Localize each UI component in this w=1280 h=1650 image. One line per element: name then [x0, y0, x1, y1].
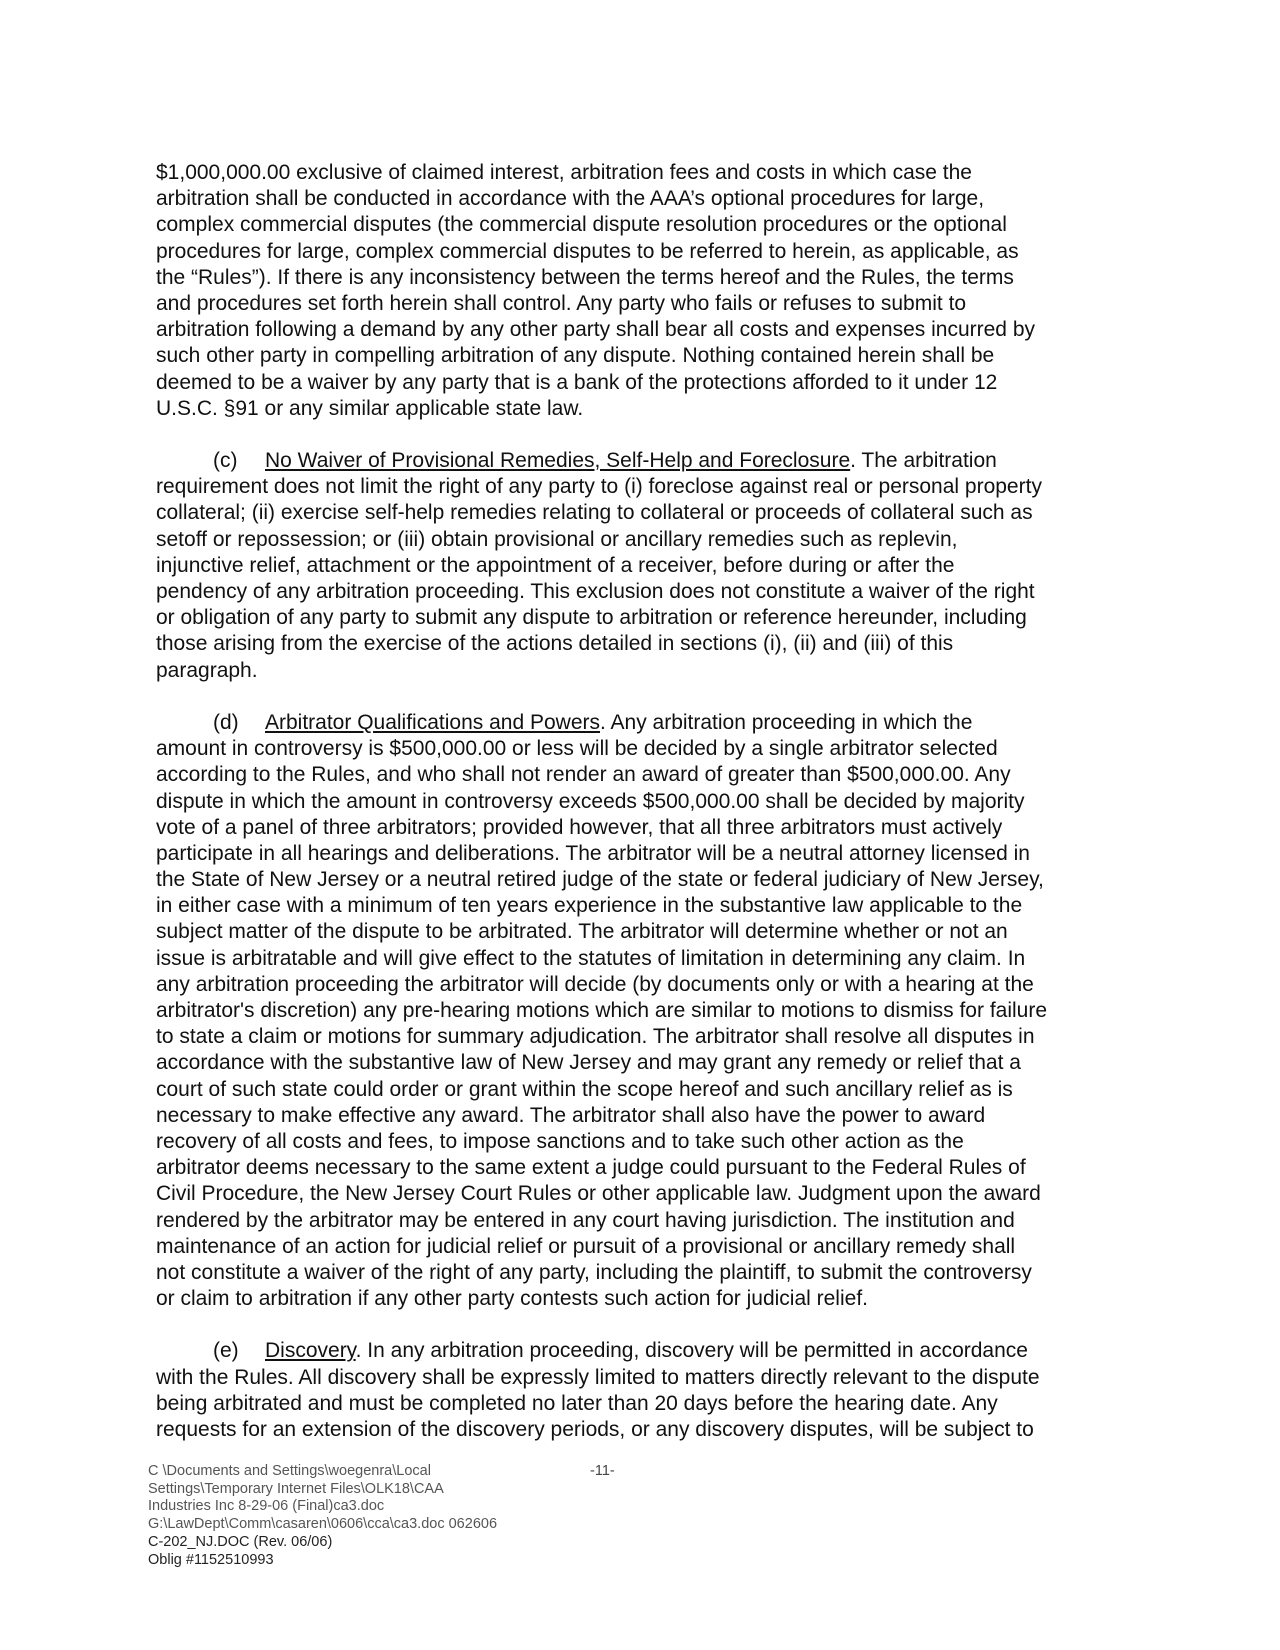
text-line: those arising from the exercise of the actions detailed in sections (i), (ii) and (iii) of this: [156, 632, 954, 656]
text-line: or claim to arbitration if any other party contests such action for judicial relief.: [156, 1287, 868, 1311]
text-line: injunctive relief, attachment or the appointment of a receiver, before during or after the: [156, 553, 955, 577]
paragraph-c: [156, 448, 1116, 684]
page-number: -11-: [590, 1463, 615, 1479]
paragraph-heading-line: [156, 1338, 1116, 1364]
document-body: [156, 160, 1116, 1443]
document-footer: [148, 1463, 497, 1569]
paragraph-heading-line: [156, 710, 1116, 736]
text-line: complex commercial disputes (the commercial dispute resolution procedures or the optional: [156, 213, 1007, 237]
paragraph-e: [156, 1338, 1116, 1443]
text-line: collateral; (ii) exercise self-help remedies relating to collateral or proceeds of collateral such as: [156, 501, 1033, 525]
section-heading: Discovery: [265, 1339, 356, 1363]
text-line: being arbitrated and must be completed no later than 20 days before the hearing date. Any: [156, 1391, 998, 1415]
footer-path-line: G:\LawDept\Comm\casaren\0606\cca\ca3.doc 062606: [148, 1516, 498, 1533]
paragraph-heading-line: [156, 448, 1116, 474]
text-line: with the Rules. All discovery shall be expressly limited to matters directly relevant to the dispute: [156, 1365, 1040, 1389]
text-line: setoff or repossession; or (iii) obtain provisional or ancillary remedies such as replevin,: [156, 527, 958, 551]
footer-path-line: C \Documents and Settings\woegenra\Local: [148, 1463, 431, 1479]
text-line: maintenance of an action for judicial relief or pursuit of a provisional or ancillary remedy shall: [156, 1234, 1016, 1258]
text-line: such other party in compelling arbitration of any dispute. Nothing contained herein shall be: [156, 344, 995, 368]
text-line: recovery of all costs and fees, to impose sanctions and to take such other action as the: [156, 1129, 964, 1153]
text-line: any arbitration proceeding the arbitrator will decide (by documents only or with a hearing at the: [156, 972, 1034, 996]
section-label: (c): [213, 449, 238, 473]
text-line: and procedures set forth herein shall control. Any party who fails or refuses to submit to: [156, 291, 967, 315]
text-line: necessary to make effective any award. The arbitrator shall also have the power to award: [156, 1103, 986, 1127]
text-line: to state a claim or motions for summary adjudication. The arbitrator shall resolve all disputes in: [156, 1025, 1035, 1049]
text-line: in either case with a minimum of ten years experience in the substantive law applicable to the: [156, 894, 1023, 918]
text-line: arbitration following a demand by any other party shall bear all costs and expenses incurred by: [156, 318, 1035, 342]
text-line: participate in all hearings and deliberations. The arbitrator will be a neutral attorney licensed in: [156, 841, 1030, 865]
footer-path-line: Industries Inc 8-29-06 (Final)ca3.doc: [148, 1498, 385, 1515]
text-line: pendency of any arbitration proceeding. This exclusion does not constitute a waiver of the right: [156, 580, 1035, 603]
text-line: requests for an extension of the discovery periods, or any discovery disputes, will be subject to: [156, 1418, 1034, 1441]
footer-form-number: C-202_NJ.DOC (Rev. 06/06): [148, 1533, 333, 1550]
text-line: rendered by the arbitrator may be entered in any court having jurisdiction. The institution and: [156, 1208, 1015, 1232]
text-line: amount in controversy is $500,000.00 or less will be decided by a single arbitrator selected: [156, 737, 998, 761]
paragraph-b-cont: [156, 160, 1116, 422]
section-heading: No Waiver of Provisional Remedies, Self-Help and Foreclosure: [265, 449, 851, 473]
text-line: $1,000,000.00 exclusive of claimed interest, arbitration fees and costs in which case the: [156, 161, 972, 184]
text-line: Civil Procedure, the New Jersey Court Rules or other applicable law. Judgment upon the award: [156, 1182, 1041, 1206]
section-heading: Arbitrator Qualifications and Powers: [265, 710, 600, 734]
text-line: the “Rules”). If there is any inconsistency between the terms hereof and the Rules, the terms: [156, 265, 1014, 289]
heading-line-text: . In any arbitration proceeding, discovery will be permitted in accordance: [355, 1339, 1028, 1363]
text-line: arbitrator's discretion) any pre-hearing motions which are similar to motions to dismiss for failure: [156, 999, 1048, 1022]
text-line: deemed to be a waiver by any party that is a bank of the protections afforded to it under 12: [156, 370, 998, 394]
text-line: issue is arbitratable and will give effect to the statutes of limitation in determining any claim. In: [156, 946, 1026, 970]
footer-path-line: Settings\Temporary Internet Files\OLK18\CAA: [148, 1480, 444, 1497]
text-line: arbitrator deems necessary to the same extent a judge could pursuant to the Federal Rules of: [156, 1156, 1026, 1180]
text-line: the State of New Jersey or a neutral retired judge of the state or federal judiciary of New Jersey,: [156, 868, 1044, 892]
paragraph-d: [156, 710, 1116, 1312]
text-line: accordance with the substantive law of New Jersey and may grant any remedy or relief that a: [156, 1051, 1021, 1075]
text-line: subject matter of the dispute to be arbitrated. The arbitrator will determine whether or not an: [156, 920, 1008, 944]
heading-line-text: . The arbitration: [850, 449, 997, 473]
text-line: dispute in which the amount in controversy exceeds $500,000.00 shall be decided by majority: [156, 789, 1025, 813]
text-line: court of such state could order or grant within the scope hereof and such ancillary relief as is: [156, 1077, 1013, 1101]
text-line: paragraph.: [156, 658, 258, 682]
text-line: vote of a panel of three arbitrators; provided however, that all three arbitrators must actively: [156, 815, 1003, 839]
text-line: U.S.C. §91 or any similar applicable state law.: [156, 396, 584, 420]
section-label: (d): [213, 710, 239, 734]
text-line: according to the Rules, and who shall not render an award of greater than $500,000.00. Any: [156, 763, 1011, 787]
text-line: or obligation of any party to submit any dispute to arbitration or reference hereunder, including: [156, 606, 1027, 630]
text-line: not constitute a waiver of the right of any party, including the plaintiff, to submit the controversy: [156, 1260, 1032, 1284]
section-label: (e): [213, 1339, 239, 1363]
text-line: arbitration shall be conducted in accordance with the AAA’s optional procedures for large,: [156, 187, 985, 211]
text-line: procedures for large, complex commercial disputes to be referred to herein, as applicable, as: [156, 239, 1019, 263]
footer-obligation-number: Oblig #1152510993: [148, 1551, 274, 1568]
heading-line-text: . Any arbitration proceeding in which the: [600, 710, 973, 734]
text-line: requirement does not limit the right of any party to (i) foreclose against real or personal property: [156, 475, 1042, 499]
